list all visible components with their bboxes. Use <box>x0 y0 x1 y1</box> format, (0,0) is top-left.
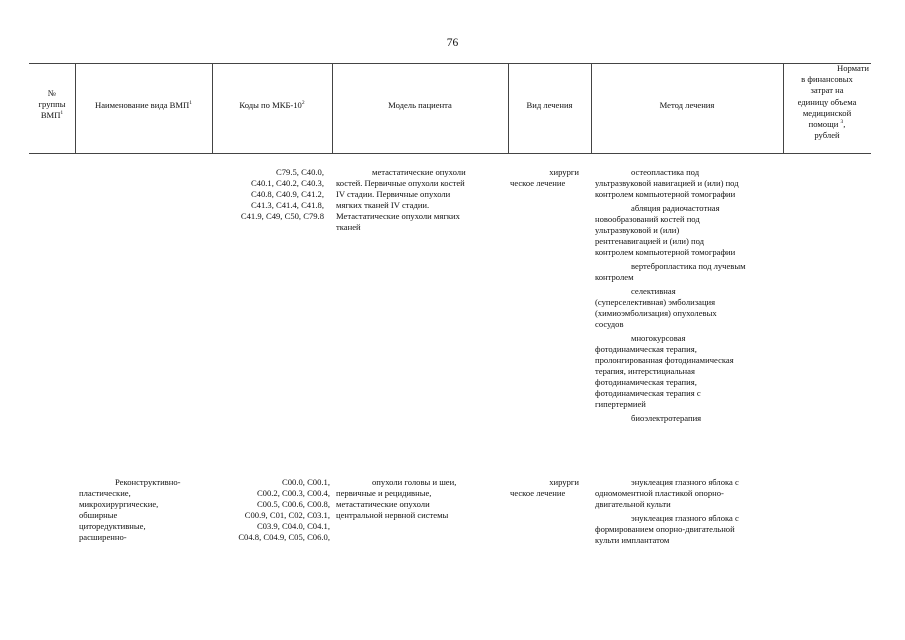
header-group-line-3: ВМП$^1$ <box>40 110 64 120</box>
method-item: энуклеация глазного яблока с формированием опорно-двигательной культи имплантатом <box>595 513 739 545</box>
header-model-col: Модель пациента <box>388 100 452 110</box>
method-item: биоэлектротерапия <box>631 413 702 423</box>
method-item: абляция радиочастотная новообразований костей под ультразвуковой и (или) рентгенавигацией и (или) под контролем компьютерной томографии <box>595 203 736 257</box>
row1-methods <box>595 167 781 427</box>
row1-treatment: хирурги ческое лечение <box>510 167 579 188</box>
header-name-col: Наименование вида ВМП$^1$ <box>94 100 192 110</box>
header-codes-col: Коды по МКБ-$10^2$ <box>239 100 305 110</box>
row2-model: опухоли головы и шеи, первичные и рецидивные, метастатические опухоли центральной нервной системы <box>336 477 457 520</box>
method-item: энуклеация глазного яблока с одномоментной пластикой опорно- двигательной культи <box>595 477 739 509</box>
method-item: многокурсовая фотодинамическая терапия, пролонгированная фотодинамическая терапия, интерстициальная фотодинамическая терапия, фотодинамическая терапия с гипертермией <box>595 333 734 409</box>
method-item: селективная (суперселективная) эмболизация (химиоэмболизация) опухолевых сосудов <box>595 286 717 329</box>
row1-codes: C79.5, C40.0, C40.1, C40.2, C40.3, C40.8, C40.9, C41.2, C41.3, C41.4, C41.8, C41.9, C49, C50, C79.8 <box>240 167 324 221</box>
table-top-rule <box>29 63 871 64</box>
header-bottom-rule <box>29 153 871 154</box>
row2-treatment: хирурги ческое лечение <box>510 477 579 498</box>
row2-methods <box>595 477 781 549</box>
row2-codes: C00.0, C00.1, C00.2, C00.3, C00.4, C00.5, C00.6, C00.8, C00.9, C01, C02, C03.1, C03.9, C04.0, C04.1, C04.8, C04.9, C05, C06.0, <box>238 477 330 542</box>
row2-name: Реконструктивно- пластические, микрохирургические, обширные циторедуктивные, расширенно- <box>79 477 181 542</box>
page-number: 76 <box>446 37 459 49</box>
method-item: вертебропластика под лучевым контролем <box>595 261 746 282</box>
header-treatment-col: Вид лечения <box>526 100 573 110</box>
header-group-col <box>29 88 75 121</box>
row1-model: метастатические опухоли костей. Первичные опухоли костей IV стадии. Первичные опухоли мягких тканей IV стадии. Метастатические опухоли мягких тканей <box>336 167 466 232</box>
method-item: остеопластика под ультразвуковой навигацией и (или) под контролем компьютерной томографии <box>595 167 739 199</box>
header-method-col: Метод лечения <box>659 100 715 110</box>
header-group-line-1: № <box>47 88 57 98</box>
header-norms-col: Нормати в финансовых затрат на единицу объема медицинской помощи $^3$, рублей <box>797 63 869 141</box>
header-group-line-2: группы <box>38 99 66 109</box>
